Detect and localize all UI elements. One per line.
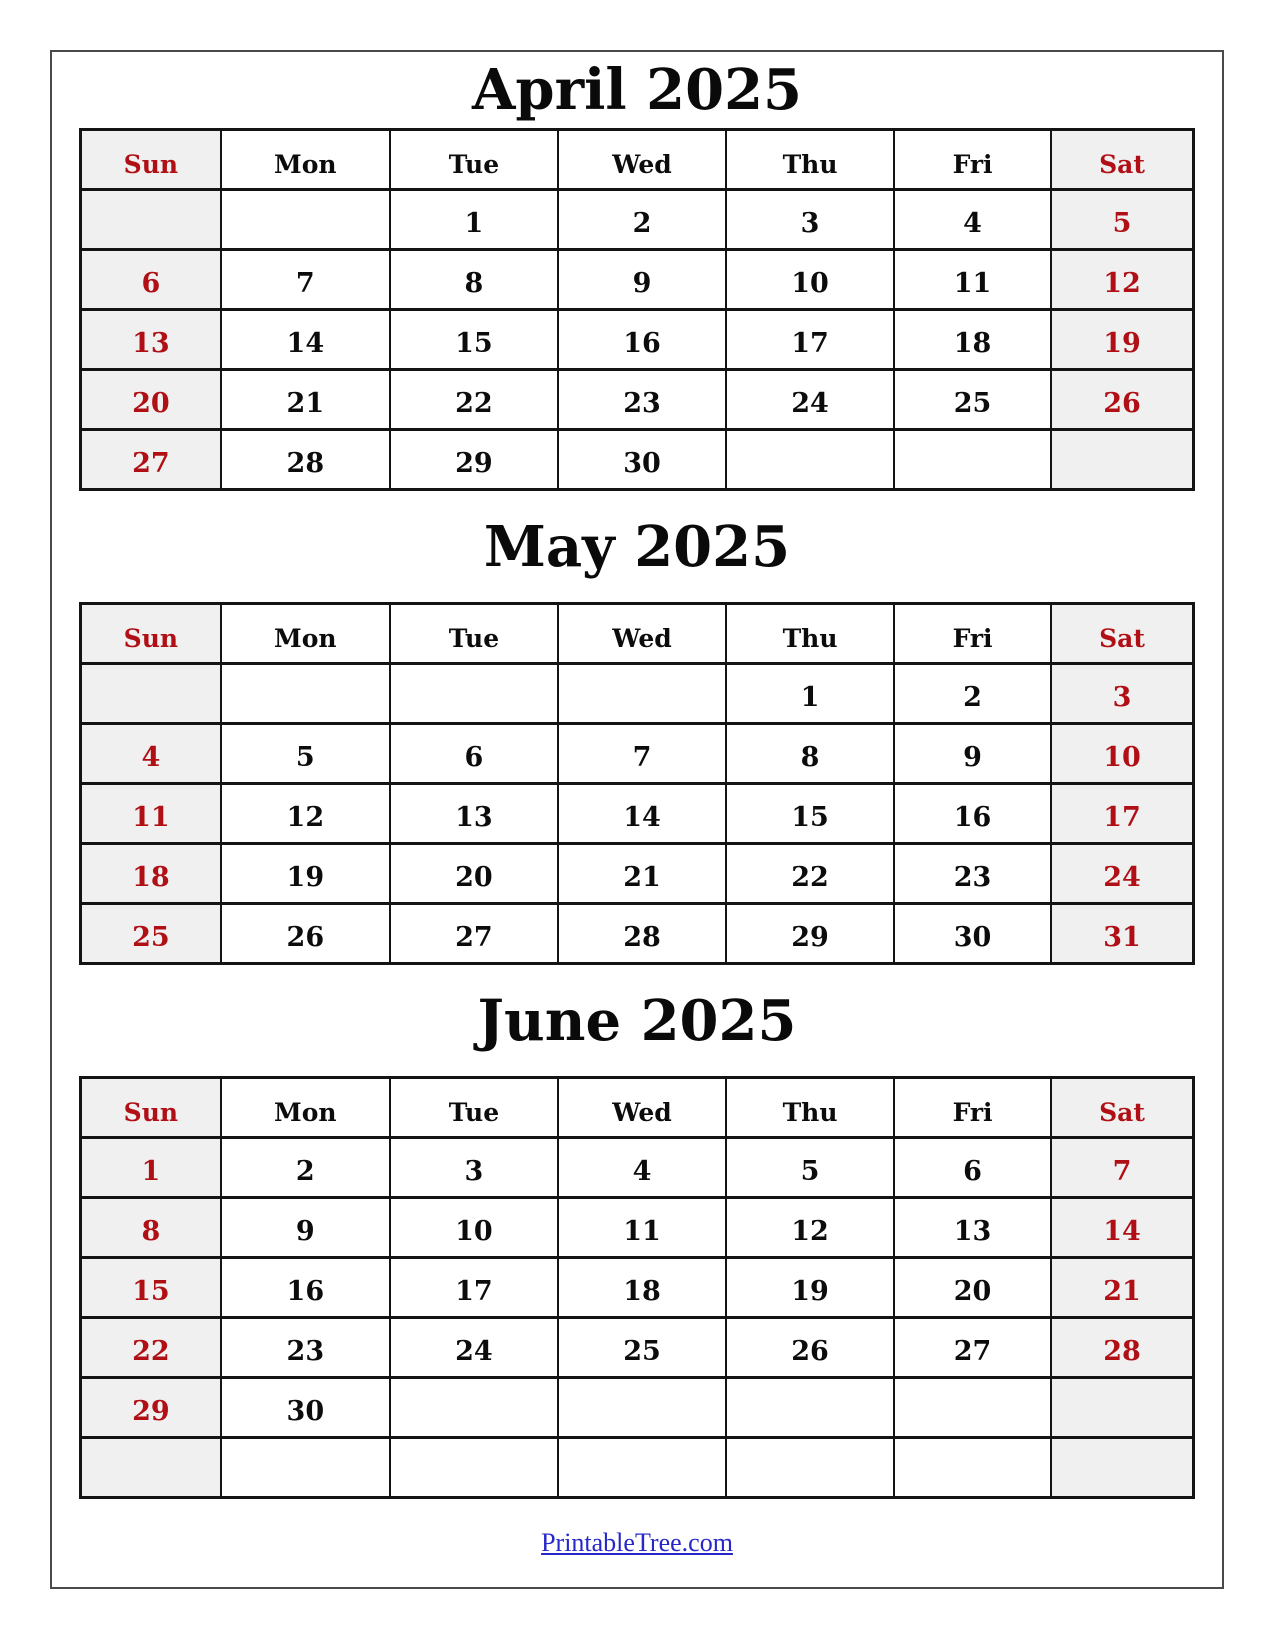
month-title-band xyxy=(52,965,1222,1076)
day-cell-4: 4 xyxy=(558,1138,726,1198)
day-cell-14: 14 xyxy=(221,310,390,370)
day-cell-22: 22 xyxy=(81,1318,221,1378)
day-cell-30: 30 xyxy=(894,904,1051,964)
day-cell-31: 31 xyxy=(1051,904,1193,964)
day-cell-10: 10 xyxy=(726,250,894,310)
day-cell-8: 8 xyxy=(81,1198,221,1258)
day-cell-25: 25 xyxy=(81,904,221,964)
day-cell-empty xyxy=(81,1438,221,1498)
day-cell-empty xyxy=(221,190,390,250)
day-cell-empty xyxy=(221,1438,390,1498)
day-cell-2: 2 xyxy=(894,664,1051,724)
day-cell-11: 11 xyxy=(894,250,1051,310)
weekday-header-sun: Sun xyxy=(81,130,221,190)
weekday-header-sat: Sat xyxy=(1051,1078,1193,1138)
weekday-header-sun: Sun xyxy=(81,1078,221,1138)
week-row xyxy=(81,190,1194,250)
day-cell-19: 19 xyxy=(1051,310,1193,370)
week-row xyxy=(81,430,1194,490)
day-cell-26: 26 xyxy=(726,1318,894,1378)
weekday-header-thu: Thu xyxy=(726,130,894,190)
day-cell-23: 23 xyxy=(221,1318,390,1378)
day-cell-21: 21 xyxy=(558,844,726,904)
week-row xyxy=(81,1198,1194,1258)
day-cell-empty xyxy=(726,1438,894,1498)
day-cell-23: 23 xyxy=(894,844,1051,904)
month-title-band xyxy=(52,52,1222,128)
month-title-may: May 2025 xyxy=(483,513,791,580)
day-cell-8: 8 xyxy=(390,250,558,310)
day-cell-11: 11 xyxy=(81,784,221,844)
calendar-table-june xyxy=(79,1076,1195,1499)
day-cell-1: 1 xyxy=(726,664,894,724)
day-cell-18: 18 xyxy=(558,1258,726,1318)
weekday-header-mon: Mon xyxy=(221,130,390,190)
day-cell-15: 15 xyxy=(390,310,558,370)
day-cell-17: 17 xyxy=(390,1258,558,1318)
day-cell-2: 2 xyxy=(221,1138,390,1198)
day-cell-24: 24 xyxy=(726,370,894,430)
day-cell-27: 27 xyxy=(894,1318,1051,1378)
weekday-header-sun: Sun xyxy=(81,604,221,664)
day-cell-26: 26 xyxy=(1051,370,1193,430)
day-cell-13: 13 xyxy=(81,310,221,370)
day-cell-empty xyxy=(390,1378,558,1438)
day-cell-19: 19 xyxy=(221,844,390,904)
day-cell-30: 30 xyxy=(558,430,726,490)
day-cell-25: 25 xyxy=(558,1318,726,1378)
week-row xyxy=(81,370,1194,430)
day-cell-12: 12 xyxy=(221,784,390,844)
day-cell-18: 18 xyxy=(894,310,1051,370)
day-cell-27: 27 xyxy=(390,904,558,964)
weekday-header-mon: Mon xyxy=(221,1078,390,1138)
weekday-header-row xyxy=(81,1078,1194,1138)
week-row xyxy=(81,904,1194,964)
day-cell-12: 12 xyxy=(1051,250,1193,310)
day-cell-5: 5 xyxy=(221,724,390,784)
week-row xyxy=(81,784,1194,844)
footer xyxy=(52,1499,1222,1587)
day-cell-17: 17 xyxy=(726,310,894,370)
day-cell-3: 3 xyxy=(1051,664,1193,724)
week-row xyxy=(81,1138,1194,1198)
day-cell-14: 14 xyxy=(558,784,726,844)
day-cell-3: 3 xyxy=(390,1138,558,1198)
day-cell-21: 21 xyxy=(221,370,390,430)
day-cell-14: 14 xyxy=(1051,1198,1193,1258)
week-row xyxy=(81,250,1194,310)
day-cell-24: 24 xyxy=(1051,844,1193,904)
day-cell-2: 2 xyxy=(558,190,726,250)
weekday-header-wed: Wed xyxy=(558,604,726,664)
weekday-header-tue: Tue xyxy=(390,130,558,190)
day-cell-21: 21 xyxy=(1051,1258,1193,1318)
weekday-header-sat: Sat xyxy=(1051,130,1193,190)
day-cell-22: 22 xyxy=(390,370,558,430)
day-cell-empty xyxy=(1051,1438,1193,1498)
day-cell-29: 29 xyxy=(81,1378,221,1438)
day-cell-24: 24 xyxy=(390,1318,558,1378)
week-row xyxy=(81,664,1194,724)
weekday-header-thu: Thu xyxy=(726,1078,894,1138)
day-cell-22: 22 xyxy=(726,844,894,904)
day-cell-empty xyxy=(894,430,1051,490)
footer-link[interactable]: PrintableTree.com xyxy=(541,1528,733,1557)
month-section-may xyxy=(52,491,1222,965)
day-cell-19: 19 xyxy=(726,1258,894,1318)
day-cell-6: 6 xyxy=(81,250,221,310)
weekday-header-row xyxy=(81,604,1194,664)
day-cell-7: 7 xyxy=(558,724,726,784)
weekday-header-wed: Wed xyxy=(558,1078,726,1138)
month-title-june: June 2025 xyxy=(477,987,797,1054)
day-cell-5: 5 xyxy=(1051,190,1193,250)
day-cell-empty xyxy=(894,1438,1051,1498)
day-cell-27: 27 xyxy=(81,430,221,490)
week-row xyxy=(81,844,1194,904)
weekday-header-tue: Tue xyxy=(390,1078,558,1138)
day-cell-empty xyxy=(81,190,221,250)
day-cell-7: 7 xyxy=(1051,1138,1193,1198)
day-cell-16: 16 xyxy=(894,784,1051,844)
week-row xyxy=(81,1438,1194,1498)
day-cell-29: 29 xyxy=(726,904,894,964)
day-cell-20: 20 xyxy=(390,844,558,904)
weekday-header-fri: Fri xyxy=(894,1078,1051,1138)
weekday-header-thu: Thu xyxy=(726,604,894,664)
day-cell-28: 28 xyxy=(1051,1318,1193,1378)
day-cell-9: 9 xyxy=(894,724,1051,784)
month-title-april: April 2025 xyxy=(471,57,802,123)
day-cell-8: 8 xyxy=(726,724,894,784)
day-cell-23: 23 xyxy=(558,370,726,430)
day-cell-25: 25 xyxy=(894,370,1051,430)
calendar-page xyxy=(50,50,1224,1589)
day-cell-28: 28 xyxy=(221,430,390,490)
calendar-table-may xyxy=(79,602,1195,965)
week-row xyxy=(81,1378,1194,1438)
day-cell-empty xyxy=(894,1378,1051,1438)
day-cell-11: 11 xyxy=(558,1198,726,1258)
day-cell-30: 30 xyxy=(221,1378,390,1438)
day-cell-empty xyxy=(1051,430,1193,490)
day-cell-empty xyxy=(558,1378,726,1438)
month-section-april xyxy=(52,52,1222,491)
day-cell-1: 1 xyxy=(390,190,558,250)
day-cell-9: 9 xyxy=(221,1198,390,1258)
month-section-june xyxy=(52,965,1222,1499)
day-cell-10: 10 xyxy=(1051,724,1193,784)
day-cell-empty xyxy=(726,430,894,490)
week-row xyxy=(81,724,1194,784)
weekday-header-sat: Sat xyxy=(1051,604,1193,664)
day-cell-6: 6 xyxy=(390,724,558,784)
day-cell-5: 5 xyxy=(726,1138,894,1198)
day-cell-empty xyxy=(221,664,390,724)
weekday-header-fri: Fri xyxy=(894,130,1051,190)
day-cell-4: 4 xyxy=(81,724,221,784)
day-cell-20: 20 xyxy=(81,370,221,430)
day-cell-18: 18 xyxy=(81,844,221,904)
day-cell-3: 3 xyxy=(726,190,894,250)
day-cell-12: 12 xyxy=(726,1198,894,1258)
day-cell-16: 16 xyxy=(558,310,726,370)
day-cell-15: 15 xyxy=(726,784,894,844)
day-cell-1: 1 xyxy=(81,1138,221,1198)
calendar-table-april xyxy=(79,128,1195,491)
day-cell-29: 29 xyxy=(390,430,558,490)
day-cell-13: 13 xyxy=(390,784,558,844)
weekday-header-tue: Tue xyxy=(390,604,558,664)
weekday-header-row xyxy=(81,130,1194,190)
day-cell-26: 26 xyxy=(221,904,390,964)
week-row xyxy=(81,1318,1194,1378)
day-cell-empty xyxy=(558,664,726,724)
month-title-band xyxy=(52,491,1222,602)
week-row xyxy=(81,1258,1194,1318)
day-cell-empty xyxy=(726,1378,894,1438)
day-cell-6: 6 xyxy=(894,1138,1051,1198)
day-cell-28: 28 xyxy=(558,904,726,964)
day-cell-13: 13 xyxy=(894,1198,1051,1258)
day-cell-15: 15 xyxy=(81,1258,221,1318)
day-cell-empty xyxy=(390,664,558,724)
weekday-header-mon: Mon xyxy=(221,604,390,664)
day-cell-4: 4 xyxy=(894,190,1051,250)
day-cell-10: 10 xyxy=(390,1198,558,1258)
weekday-header-wed: Wed xyxy=(558,130,726,190)
day-cell-7: 7 xyxy=(221,250,390,310)
day-cell-empty xyxy=(558,1438,726,1498)
day-cell-empty xyxy=(81,664,221,724)
day-cell-empty xyxy=(390,1438,558,1498)
week-row xyxy=(81,310,1194,370)
day-cell-17: 17 xyxy=(1051,784,1193,844)
day-cell-empty xyxy=(1051,1378,1193,1438)
weekday-header-fri: Fri xyxy=(894,604,1051,664)
day-cell-20: 20 xyxy=(894,1258,1051,1318)
day-cell-9: 9 xyxy=(558,250,726,310)
day-cell-16: 16 xyxy=(221,1258,390,1318)
